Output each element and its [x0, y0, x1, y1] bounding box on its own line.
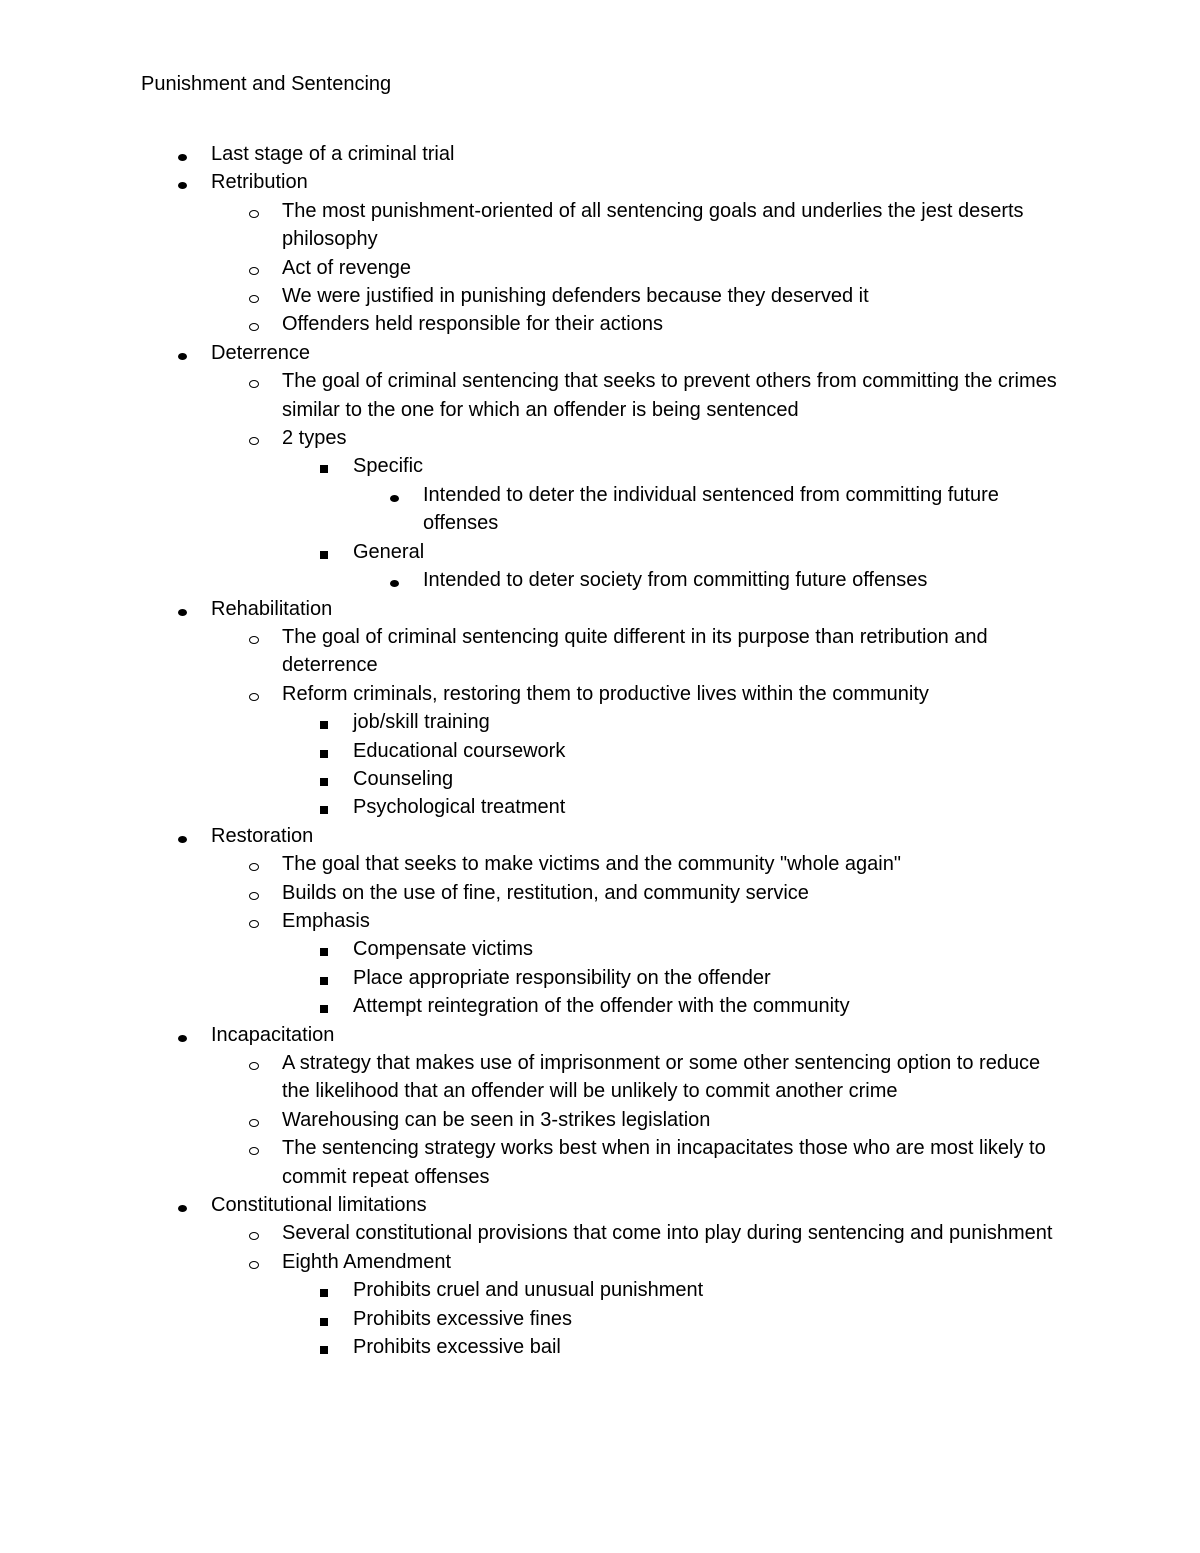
list-item-text: Act of revenge: [282, 256, 411, 279]
bullet-circle-icon: [249, 1119, 259, 1127]
list-item-text: The sentencing strategy works best when in incapacitates those who are most likely to commit repeat offenses: [282, 1137, 1046, 1188]
list-item: [0, 680, 1200, 708]
list-item: [0, 992, 1200, 1020]
list-item-text: A strategy that makes use of imprisonment or some other sentencing option to reduce the likelihood that an offender will be unlikely to commit another crime: [282, 1052, 1041, 1103]
list-item-text: Several constitutional provisions that come into play during sentencing and punishment: [282, 1222, 1053, 1245]
list-item-text: Rehabilitation: [211, 597, 333, 620]
bullet-circle-icon: [249, 693, 259, 701]
list-item-text: Compensate victims: [353, 938, 534, 961]
list-item: [0, 1134, 1200, 1191]
list-item: [0, 964, 1200, 992]
bullet-disc-icon: [178, 836, 187, 843]
bullet-square-icon: [320, 750, 328, 758]
list-item-text: The goal of criminal sentencing quite different in its purpose than retribution and deterrence: [282, 625, 988, 677]
list-item: [0, 566, 1200, 594]
list-item-text: Prohibits excessive fines: [353, 1307, 572, 1330]
list-item-text: Counseling: [353, 767, 454, 790]
bullet-disc-icon: [390, 495, 399, 502]
bullet-circle-icon: [249, 636, 259, 644]
list-item: [0, 850, 1200, 878]
list-item-text: The goal that seeks to make victims and the community "whole again": [282, 853, 901, 876]
list-item-text: Intended to deter society from committing future offenses: [423, 569, 928, 592]
list-item: [0, 1106, 1200, 1134]
list-item: [0, 1248, 1200, 1276]
bullet-square-icon: [320, 721, 328, 729]
list-item-text: We were justified in punishing defenders because they deserved it: [282, 285, 869, 308]
list-item-text: Attempt reintegration of the offender with the community: [353, 995, 850, 1018]
list-item-text: Psychological treatment: [353, 796, 566, 819]
bullet-disc-icon: [178, 609, 187, 616]
list-item-text: 2 types: [282, 427, 347, 450]
list-item-text: Offenders held responsible for their actions: [282, 313, 663, 336]
list-item: [0, 1305, 1200, 1333]
list-item-text: Incapacitation: [211, 1023, 335, 1046]
list-item: [0, 197, 1200, 254]
bullet-circle-icon: [249, 1062, 259, 1070]
list-item-text: Place appropriate responsibility on the offender: [353, 966, 771, 989]
bullet-circle-icon: [249, 323, 259, 331]
list-item: [0, 1333, 1200, 1361]
bullet-square-icon: [320, 1005, 328, 1013]
list-item: [0, 282, 1200, 310]
bullet-square-icon: [320, 551, 328, 559]
list-item: [0, 538, 1200, 566]
bullet-outline: [0, 140, 1200, 1361]
bullet-disc-icon: [178, 1205, 187, 1212]
bullet-disc-icon: [178, 182, 187, 189]
bullet-square-icon: [320, 806, 328, 814]
list-item: [0, 339, 1200, 367]
list-item-text: Deterrence: [211, 341, 310, 364]
bullet-disc-icon: [178, 353, 187, 360]
bullet-square-icon: [320, 977, 328, 985]
list-item: [0, 254, 1200, 282]
bullet-disc-icon: [390, 580, 399, 587]
list-item-text: Retribution: [211, 171, 308, 194]
bullet-circle-icon: [249, 1232, 259, 1240]
bullet-disc-icon: [178, 1035, 187, 1042]
list-item: [0, 140, 1200, 168]
list-item-text: Eighth Amendment: [282, 1250, 451, 1273]
bullet-square-icon: [320, 465, 328, 473]
list-item: [0, 907, 1200, 935]
bullet-circle-icon: [249, 210, 259, 218]
list-item: [0, 822, 1200, 850]
list-item: [0, 1191, 1200, 1219]
bullet-square-icon: [320, 1289, 328, 1297]
list-item: [0, 595, 1200, 623]
page-title: Punishment and Sentencing: [141, 73, 392, 95]
list-item-text: Builds on the use of fine, restitution, and community service: [282, 881, 809, 904]
list-item-text: Specific: [353, 455, 424, 478]
list-item-text: Prohibits cruel and unusual punishment: [353, 1279, 704, 1302]
list-item: [0, 1021, 1200, 1049]
bullet-circle-icon: [249, 380, 259, 388]
bullet-circle-icon: [249, 1261, 259, 1269]
list-item: [0, 737, 1200, 765]
list-item-text: The most punishment-oriented of all sentencing goals and underlies the jest deserts philosophy: [282, 199, 1024, 251]
list-item: [0, 367, 1200, 424]
list-item: [0, 310, 1200, 338]
bullet-circle-icon: [249, 1147, 259, 1155]
list-item: [0, 1049, 1200, 1106]
list-item: [0, 879, 1200, 907]
list-item-text: job/skill training: [353, 711, 490, 734]
list-item: [0, 1276, 1200, 1304]
list-item: [0, 623, 1200, 680]
bullet-circle-icon: [249, 437, 259, 445]
bullet-circle-icon: [249, 295, 259, 303]
bullet-square-icon: [320, 778, 328, 786]
list-item-text: Constitutional limitations: [211, 1194, 427, 1217]
list-item: [0, 708, 1200, 736]
bullet-square-icon: [320, 1346, 328, 1354]
bullet-circle-icon: [249, 892, 259, 900]
bullet-disc-icon: [178, 154, 187, 161]
list-item: [0, 1219, 1200, 1247]
list-item-text: Last stage of a criminal trial: [211, 143, 455, 165]
list-item-text: Prohibits excessive bail: [353, 1336, 561, 1359]
list-item: [0, 452, 1200, 480]
list-item-text: Educational coursework: [353, 739, 566, 762]
list-item-text: Emphasis: [282, 909, 370, 932]
list-item-text: Intended to deter the individual sentenced from committing future offenses: [423, 483, 999, 535]
list-item: [0, 168, 1200, 196]
bullet-circle-icon: [249, 267, 259, 275]
bullet-square-icon: [320, 948, 328, 956]
list-item: [0, 765, 1200, 793]
bullet-square-icon: [320, 1318, 328, 1326]
list-item-text: The goal of criminal sentencing that seeks to prevent others from committing the crimes similar to the one for which an offender is being sentenced: [282, 370, 1057, 421]
list-item-text: Restoration: [211, 824, 314, 847]
list-item-text: Reform criminals, restoring them to productive lives within the community: [282, 682, 929, 705]
list-item: [0, 935, 1200, 963]
list-item-text: Warehousing can be seen in 3-strikes legislation: [282, 1108, 711, 1131]
list-item: [0, 424, 1200, 452]
list-item: [0, 481, 1200, 538]
bullet-circle-icon: [249, 920, 259, 928]
list-item-text: General: [353, 540, 425, 563]
list-item: [0, 793, 1200, 821]
bullet-circle-icon: [249, 863, 259, 871]
